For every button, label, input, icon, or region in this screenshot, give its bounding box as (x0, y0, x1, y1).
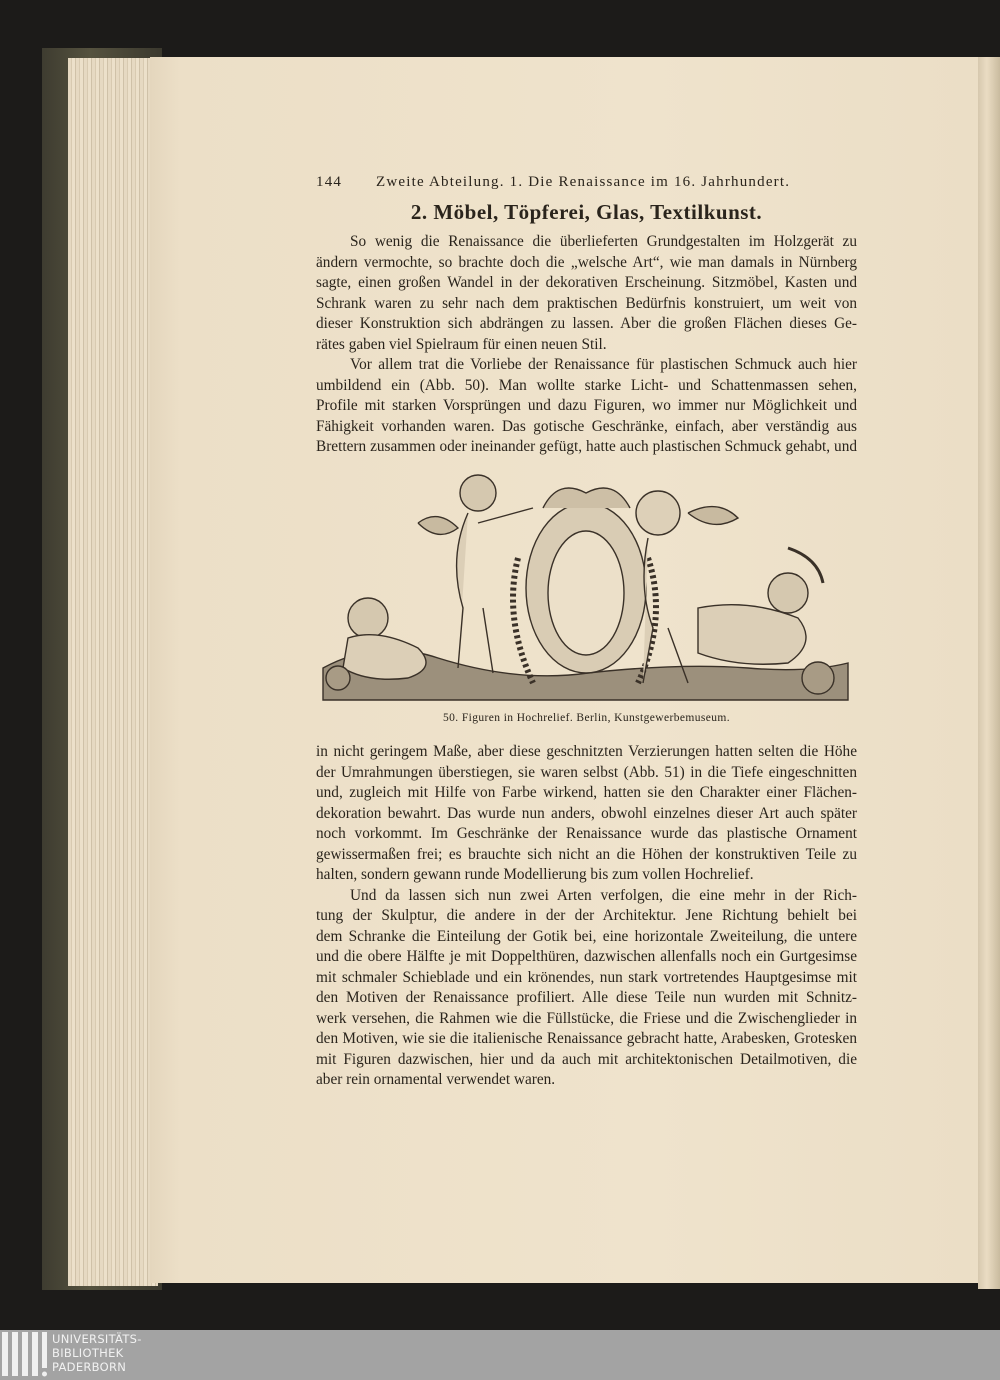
running-head-text: Zweite Abteilung. 1. Die Renaissance im 16. Jahrhundert. (376, 174, 791, 190)
text-line: werk versehen, die Rahmen wie die Füllstücke, die Friese und die Zwischenglieder in (316, 1009, 857, 1027)
text-line: aber rein ornamental verwendet waren. (316, 1071, 556, 1088)
text-line: dieser Konstruktion sich abdrängen zu lassen. Aber die großen Flächen dieses Ge- (316, 315, 857, 332)
logo-line: UNIVERSITÄTS- (52, 1332, 142, 1346)
text-block-2 (316, 742, 857, 1091)
text-line: dekoration bewahrt. Das wurde nun anders, obwohl einzelnes dieser Art auch später (316, 804, 857, 822)
text-line: gewissermaßen frei; es brauchte sich nicht an die Höhen der konstruktiven Teile zu (316, 845, 857, 863)
text-line: Profile mit starken Vorsprüngen und dazu Figuren, wo immer nur Möglichkeit und (316, 397, 857, 414)
text-line: mit schmaler Schieblade und ein krönendes, nun stark vortretendes Hauptgesimse mit (316, 968, 857, 986)
text-line: und, zugleich mit Hilfe von Farbe wirkend, hatten sie den Charakter einer Flächen- (316, 784, 857, 801)
text-line: Brettern zusammen oder ineinander gefügt, hatte auch plastischen Schmuck gehabt, und (316, 438, 857, 455)
logo-line: BIBLIOTHEK (52, 1346, 124, 1360)
text-line: rätes gaben viel Spielraum für einen neuen Stil. (316, 335, 607, 353)
text-line: Und da lassen sich nun zwei Arten verfolgen, die eine mehr in der Rich- (350, 886, 857, 904)
page-stack-edges (68, 58, 158, 1286)
text-line: Fähigkeit vorhanden waren. Das gotische Geschränke, einfach, aber verständig aus (316, 417, 857, 435)
text-line: noch vorkommt. Im Geschränke der Renaissance wurde das plastische Ornament (316, 825, 857, 842)
text-line: Schrank waren zu sehr nach dem praktischen Bedürfnis konstruiert, um weit von (316, 294, 857, 312)
text-block-1 (316, 232, 857, 458)
text-line: sagte, einen großen Wandel in der dekorativen Erscheinung. Sitzmöbel, Kasten und (316, 274, 857, 291)
text-line: umbildend ein (Abb. 50). Man wollte starke Licht- und Schattenmassen sehen, (316, 376, 857, 394)
library-footer (0, 1330, 1000, 1380)
text-line: den Motiven der Renaissance profiliert. Alle diese Teile nun wurden mit Schnitz- (316, 989, 857, 1006)
library-logo-text (52, 1332, 142, 1374)
figure-caption: 50. Figuren in Hochrelief. Berlin, Kunstgewerbemuseum. (443, 712, 730, 724)
text-line: dem Schranke die Einteilung der Gotik bei, eine horizontale Zweiteilung, die untere (316, 927, 857, 945)
text-line: Vor allem trat die Vorliebe der Renaissance für plastischen Schmuck auch hier (350, 356, 857, 373)
text-line: tung der Skulptur, die andere in der der Architektur. Jene Richtung behielt bei (316, 907, 857, 924)
text-line: mit Figuren dazwischen, hier und da auch mit architektonischen Detailmotiven, die (316, 1050, 857, 1068)
right-page-edge (978, 57, 1000, 1289)
text-line: ändern vermochte, so brachte doch die „welsche Art“, wie man damals in Nürnberg (316, 253, 857, 271)
text-line: in nicht geringem Maße, aber diese geschnitzten Verzierungen hatten selten die Höhe (316, 743, 857, 760)
figure-relief-illustration (318, 468, 853, 708)
section-title: 2. Möbel, Töpferei, Glas, Textilkunst. (410, 200, 763, 224)
text-line: der Umrahmungen überstiegen, sie waren selbst (Abb. 51) in die Tiefe eingeschnitten (316, 763, 857, 781)
text-line: und die obere Hälfte je mit Doppelthüren, dazwischen allenfalls noch ein Gurtgesimse (316, 948, 857, 965)
library-logo-icon (2, 1332, 48, 1378)
logo-line: PADERBORN (52, 1360, 127, 1374)
text-line: So wenig die Renaissance die überlieferten Grundgestalten im Holzgerät zu (350, 233, 857, 250)
text-line: halten, sondern gewann runde Modellierung bis zum vollen Hochrelief. (316, 866, 754, 883)
page-number: 144 (316, 174, 343, 190)
text-line: den Motiven, wie sie die italienische Renaissance gebracht hatte, Arabesken, Grotesken (316, 1030, 857, 1047)
